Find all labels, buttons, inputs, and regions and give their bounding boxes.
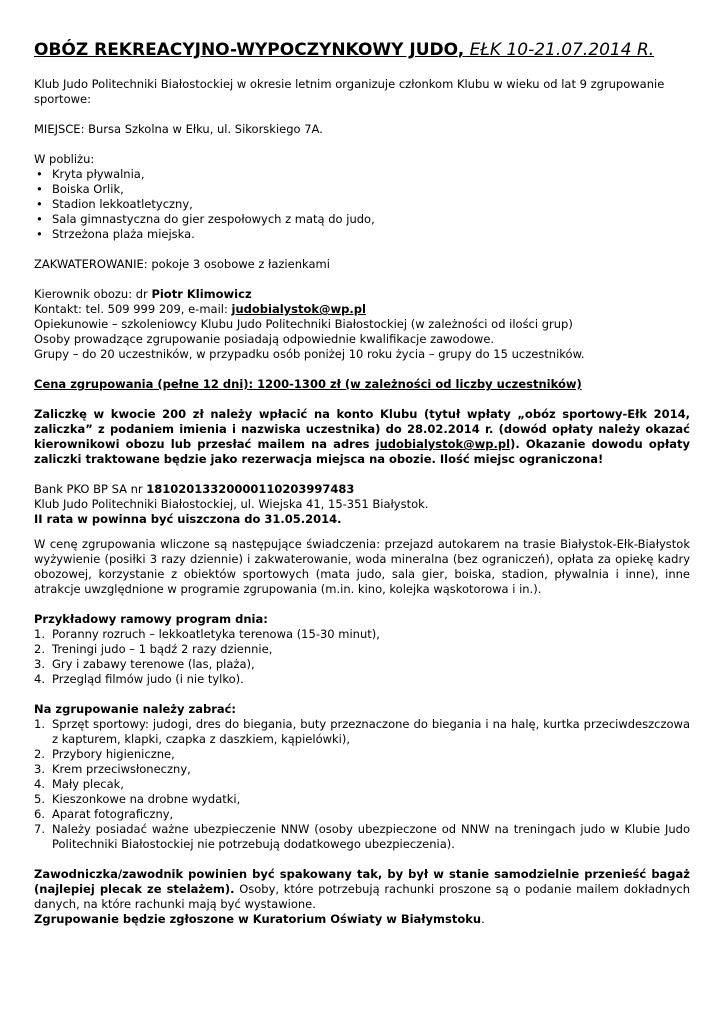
notes-bold: Zawodniczka/zawodnik powinien być spakowany tak, by był w stanie samodzielnie przenieść bagaż (najlepiej plecak ze stelażem).: [34, 867, 690, 896]
staff-line-4: Osoby prowadzące zgrupowanie posiadają odpowiednie kwalifikacje zawodowe.: [34, 332, 495, 346]
packing-heading: Na zgrupowanie należy zabrać:: [34, 702, 237, 716]
item-number: 3.: [34, 657, 45, 671]
item-text: Sprzęt sportowy: judogi, dres do biegania, buty przeznaczone do biegania i na halę, kurtka przeciwdeszczowa z kapturem, klapki, czapka z daszkiem, kąpielówki),: [52, 717, 690, 746]
leader-name: Piotr Klimowicz: [151, 287, 252, 301]
included-paragraph: W cenę zgrupowania wliczone są następujące świadczenia: przejazd autokarem na trasie Białystok-Ełk-Białystok wyżywienie (posiłki 3 razy dziennie) i zakwaterowanie, woda mineralna (bez ograniczeń), opłata za opiekę kadry obozowej, korzystanie z obiektów sportowych (mata judo, sala gier, boiska, stadion, pływalnia i inne), inne atrakcje uwzględnione w programie zgrupowania (m.in. kino, kolejka wąskotorowa i in.).: [34, 537, 690, 596]
nearby-heading: W pobliżu:: [34, 152, 95, 166]
item-text: Przybory higieniczne,: [52, 747, 175, 761]
title-place-date: EŁK 10-21.07.2014 R.: [464, 40, 655, 60]
location-text: MIEJSCE: Bursa Szkolna w Ełku, ul. Sikorskiego 7A.: [34, 122, 323, 136]
second-installment: II rata w powinna być uiszczona do 31.05.2014.: [34, 512, 342, 526]
kuratorium-line: [34, 912, 690, 927]
accommodation-text: ZAKWATEROWANIE: pokoje 3 osobowe z łazienkami: [34, 257, 330, 271]
contact-email-link[interactable]: judobialystok@wp.pl: [231, 302, 366, 316]
item-number: 7.: [34, 822, 45, 836]
item-number: 5.: [34, 792, 45, 806]
notes-normal: Osoby, które potrzebują rachunki proszone są o podanie mailem dokładnych danych, na które rachunki mają być wystawione.: [34, 882, 690, 911]
kuratorium-text: Zgrupowanie będzie zgłoszone w Kuratorium Oświaty w Białymstoku: [34, 912, 482, 926]
list-item: [34, 762, 690, 777]
contact-line: [34, 302, 690, 317]
item-text: Poranny rozruch – lekkoatletyka terenowa (15-30 minut),: [52, 627, 380, 641]
bank-line: [34, 482, 690, 497]
list-item: [34, 627, 690, 642]
bank-label: Bank PKO BP SA nr: [34, 482, 147, 496]
item-number: 3.: [34, 762, 45, 776]
deposit-paragraph: [34, 407, 690, 467]
bank-address: Klub Judo Politechniki Białostockiej, ul. Wiejska 41, 15-351 Białystok.: [34, 497, 429, 511]
list-item: [34, 657, 690, 672]
bank-account-number: 18102013320000110203997483: [146, 482, 355, 496]
list-item: [34, 822, 690, 852]
list-item: • Boiska Orlik,: [34, 182, 690, 197]
list-item: [34, 642, 690, 657]
list-item: [34, 792, 690, 807]
deposit-email-link[interactable]: judobialystok@wp.pl: [375, 437, 511, 451]
page-title: [34, 40, 690, 60]
item-text: Treningi judo – 1 bądź 2 razy dziennie,: [52, 642, 273, 656]
deposit-text-2: ). Okazanie dowodu opłaty zaliczki traktowane będzie jako rezerwacja miejsca na obozie. Ilość miejsc ograniczona!: [34, 437, 690, 466]
item-number: 6.: [34, 807, 45, 821]
deposit-text-1: Zaliczkę w kwocie 200 zł należy wpłacić na konto Klubu (tytuł wpłaty „obóz sportowy-Ełk 2014, zaliczka” z podaniem imienia i nazwiska uczestnika) do 28.02.2014 r. (dowód opłaty należy okazać kierownikowi obozu lub przesłać mailem na adres: [34, 407, 690, 451]
list-item: [34, 747, 690, 762]
kuratorium-end: .: [481, 912, 485, 926]
item-text: Aparat fotograficzny,: [52, 807, 174, 821]
item-number: 4.: [34, 672, 45, 686]
staff-line-3: Opiekunowie – szkoleniowcy Klubu Judo Politechniki Białostockiej (w zależności od ilości grup): [34, 317, 573, 331]
price-line: Cena zgrupowania (pełne 12 dni): 1200-1300 zł (w zależności od liczby uczestników): [34, 377, 582, 391]
item-number: 2.: [34, 642, 45, 656]
title-main: OBÓZ REKREACYJNO-WYPOCZYNKOWY JUDO: [34, 40, 458, 60]
packing-list: [34, 717, 690, 852]
item-text: Kieszonkowe na drobne wydatki,: [52, 792, 241, 806]
list-item: [34, 717, 690, 747]
item-number: 1.: [34, 717, 45, 731]
leader-label: Kierownik obozu: dr: [34, 287, 152, 301]
program-heading: Przykładowy ramowy program dnia:: [34, 612, 268, 626]
title-separator: ,: [457, 40, 465, 60]
item-text: Krem przeciwsłoneczny,: [52, 762, 191, 776]
contact-label: Kontakt: tel. 509 999 209, e-mail:: [34, 302, 232, 316]
item-number: 1.: [34, 627, 45, 641]
item-number: 4.: [34, 777, 45, 791]
item-number: 2.: [34, 747, 45, 761]
list-item: • Kryta pływalnia,: [34, 167, 690, 182]
list-item: [34, 807, 690, 822]
staff-line-5: Grupy – do 20 uczestników, w przypadku osób poniżej 10 roku życia – grupy do 15 uczestników.: [34, 347, 585, 361]
item-text: Mały plecak,: [52, 777, 124, 791]
nearby-list: [34, 167, 690, 242]
item-text: Gry i zabawy terenowe (las, plaża),: [52, 657, 255, 671]
list-item: • Stadion lekkoatletyczny,: [34, 197, 690, 212]
list-item: • Sala gimnastyczna do gier zespołowych z matą do judo,: [34, 212, 690, 227]
item-text: Należy posiadać ważne ubezpieczenie NNW (osoby ubezpieczone od NNW na treningach judo w Klubie Judo Politechniki Białostockiej nie potrzebują dodatkowego ubezpieczenia).: [52, 822, 690, 851]
intro-text: Klub Judo Politechniki Białostockiej w okresie letnim organizuje członkom Klubu w wieku od lat 9 zgrupowanie sportowe:: [34, 77, 665, 106]
notes-paragraph: [34, 867, 690, 912]
leader-line: [34, 287, 690, 302]
item-text: Przegląd filmów judo (i nie tylko).: [52, 672, 244, 686]
list-item: [34, 777, 690, 792]
list-item: • Strzeżona plaża miejska.: [34, 227, 690, 242]
program-list: [34, 627, 690, 687]
list-item: [34, 672, 690, 687]
